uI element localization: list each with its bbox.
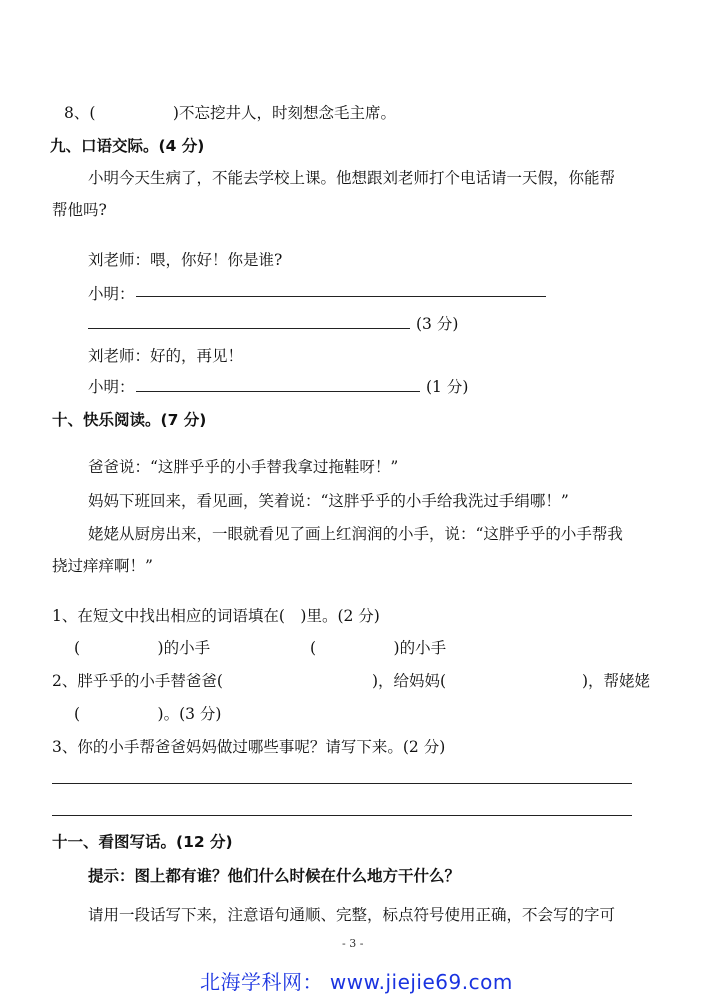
section-9-paragraph-line1: 小明今天生病了，不能去学校上课。他想跟刘老师打个电话请一天假，你能帮 [88, 169, 616, 187]
reading-question-2-part-b: )，给妈妈( [372, 672, 447, 690]
reading-line1: 爸爸说：“这胖乎乎的小手替我拿过拖鞋呀！” [88, 458, 399, 476]
reading-line3a: 姥姥从厨房出来，一眼就看见了画上红润润的小手，说：“这胖乎乎的小手帮我 [88, 525, 623, 543]
answer-line[interactable] [88, 328, 410, 329]
section-11-paragraph: 请用一段话写下来，注意语句通顺、完整，标点符号使用正确，不会写的字可 [88, 906, 616, 924]
reading-question-1: 1、在短文中找出相应的词语填在( )里。(2 分) [52, 607, 380, 625]
page-number: - 3 - [342, 937, 364, 950]
dialogue-teacher-1: 刘老师：喂，你好！你是谁? [88, 251, 283, 269]
score-1: (1 分) [426, 378, 469, 396]
footer-watermark: 北海学科网： www.jiejie69.com [200, 970, 513, 994]
answer-line[interactable] [52, 783, 632, 784]
answer-line[interactable] [136, 296, 546, 297]
dialogue-teacher-2: 刘老师：好的，再见！ [88, 347, 244, 365]
reading-line2: 妈妈下班回来，看见画，笑着说：“这胖乎乎的小手给我洗过手绢哪！” [88, 492, 569, 510]
dialogue-xiaoming-2-label: 小明： [88, 378, 135, 396]
answer-line[interactable] [52, 815, 632, 816]
reading-question-3: 3、你的小手帮爸爸妈妈做过哪些事呢？请写下来。(2 分) [52, 738, 446, 756]
section-11-hint: 提示：图上都有谁？他们什么时候在什么地方干什么？ [88, 867, 461, 885]
answer-line[interactable] [136, 391, 420, 392]
question-8: 8、( )不忘挖井人，时刻想念毛主席。 [64, 104, 396, 122]
reading-line3b: 挠过痒痒啊！” [52, 557, 153, 575]
section-11-title: 十一、看图写话。(12 分) [52, 833, 233, 851]
section-10-title: 十、快乐阅读。(7 分) [52, 411, 207, 429]
reading-question-2-part-a: 2、胖乎乎的小手替爸爸( [52, 672, 223, 690]
section-9-paragraph-line2: 帮他吗? [52, 201, 107, 219]
reading-question-1-blank-b[interactable]: ( )的小手 [310, 639, 447, 657]
reading-question-2-part-c: )，帮姥姥 [582, 672, 651, 690]
reading-question-2-part-d: ( )。(3 分) [74, 705, 222, 723]
reading-question-1-blank-a[interactable]: ( )的小手 [74, 639, 211, 657]
section-9-title: 九、口语交际。(4 分) [50, 137, 205, 155]
dialogue-xiaoming-1-label: 小明： [88, 285, 135, 303]
score-3: (3 分) [416, 315, 459, 333]
